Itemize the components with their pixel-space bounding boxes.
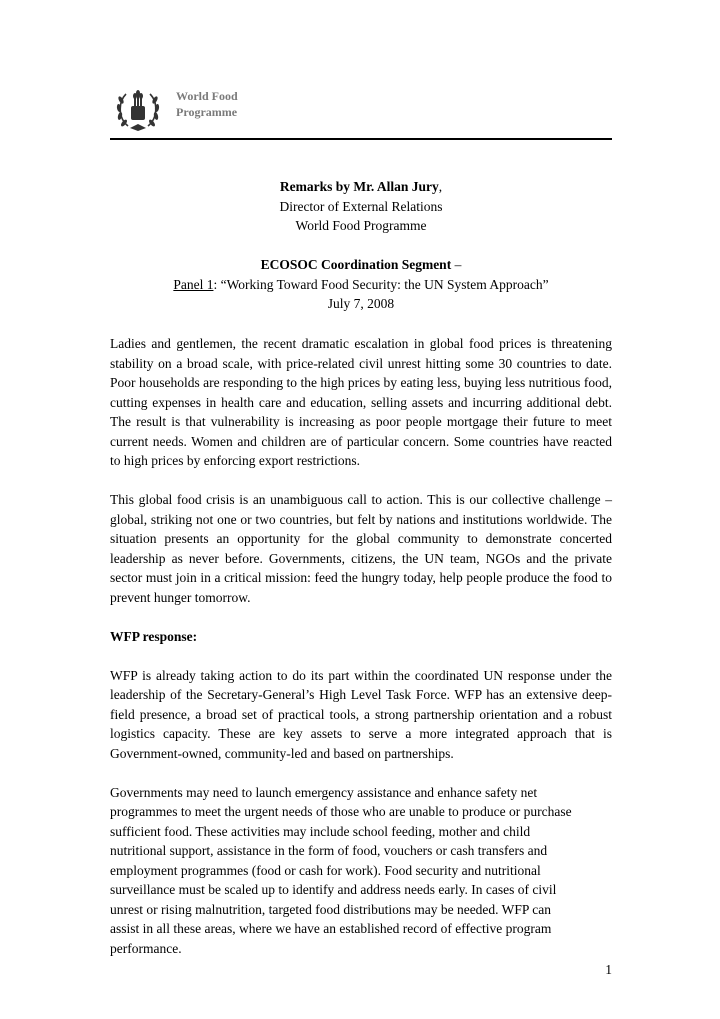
panel-title: : “Working Toward Food Security: the UN System Approach” (213, 276, 549, 292)
segment-suffix: – (451, 257, 462, 272)
date: July 7, 2008 (327, 296, 395, 311)
section-heading: WFP response: (110, 628, 198, 644)
paragraph-2: This global food crisis is an unambiguous call to action. This is our collective challenge – global, striking not one or two countries, but felt by nations and institutions worldwide. The situation presents an opportunity for the global community to demonstrate concerted leadership as never before. Governments, citizens, the UN team, NGOs and the private sector must join in a critical mission: feed the hungry today, help people produce the food to prevent hunger tomorrow. (110, 492, 612, 605)
paragraph-4-line: Governments may need to launch emergency assistance and enhance safety net (110, 784, 538, 800)
paragraph-4-line: unrest or rising malnutrition, targeted food distributions may be needed. WFP can (110, 901, 552, 917)
paragraph-4 (110, 783, 612, 959)
paragraph-4-line: performance. (110, 940, 182, 956)
panel-label: Panel 1 (173, 276, 214, 292)
header-divider (110, 138, 612, 140)
panel-line (110, 275, 612, 295)
speaker-org: World Food Programme (295, 218, 427, 233)
segment-name: ECOSOC Coordination Segment (260, 257, 452, 272)
page-number: 1 (605, 962, 612, 977)
paragraph-4-line: sufficient food. These activities may include school feeding, mother and child (110, 823, 531, 839)
paragraph-4-line: employment programmes (food or cash for work). Food security and nutritional (110, 862, 541, 878)
paragraph-4-line: assist in all these areas, where we have an established record of effective program (110, 921, 552, 936)
speaker-line (110, 177, 612, 197)
organization-name (176, 88, 238, 120)
paragraph-4-line: nutritional support, assistance in the form of food, vouchers or cash transfers and (110, 843, 548, 858)
paragraph-4-line: programmes to meet the urgent needs of those who are unable to produce or purchase (110, 804, 572, 819)
speaker-name: Remarks by Mr. Allan Jury (279, 179, 439, 194)
document-body (110, 334, 612, 978)
wfp-wreath-logo-icon (112, 84, 164, 136)
speaker-role: Director of External Relations (279, 198, 443, 214)
paragraph-4-line: surveillance must be scaled up to identify and address needs early. In cases of civil (110, 882, 557, 897)
paragraph-1: Ladies and gentlemen, the recent dramatic escalation in global food prices is threatening stability on a broad scale, with price-related civil unrest hitting some 30 countries to date. Poor households are responding to the high prices by eating less, buying less nutritious food, cutting expenses in health care and education, selling assets and incurring additional debt. The result is that vulnerability is increasing as poor people mortgage their future to meet current needs. Women and children are of particular concern. Some countries have reacted to high prices by enforcing export restrictions. (110, 336, 612, 468)
org-name-line2: Programme (176, 105, 238, 119)
title-block (110, 177, 612, 314)
paragraph-3: WFP is already taking action to do its part within the coordinated UN response under the leadership of the Secretary-General’s High Level Task Force. WFP has an extensive deep-field presence, a broad set of practical tools, a strong partnership orientation and a robust logistics capacity. These are key assets to serve a more integrated approach that is Government-owned, community-led and based on partnerships. (110, 667, 612, 761)
org-name-line1: World Food (176, 89, 238, 103)
segment-line (110, 255, 612, 275)
speaker-name-suffix: , (438, 179, 443, 194)
